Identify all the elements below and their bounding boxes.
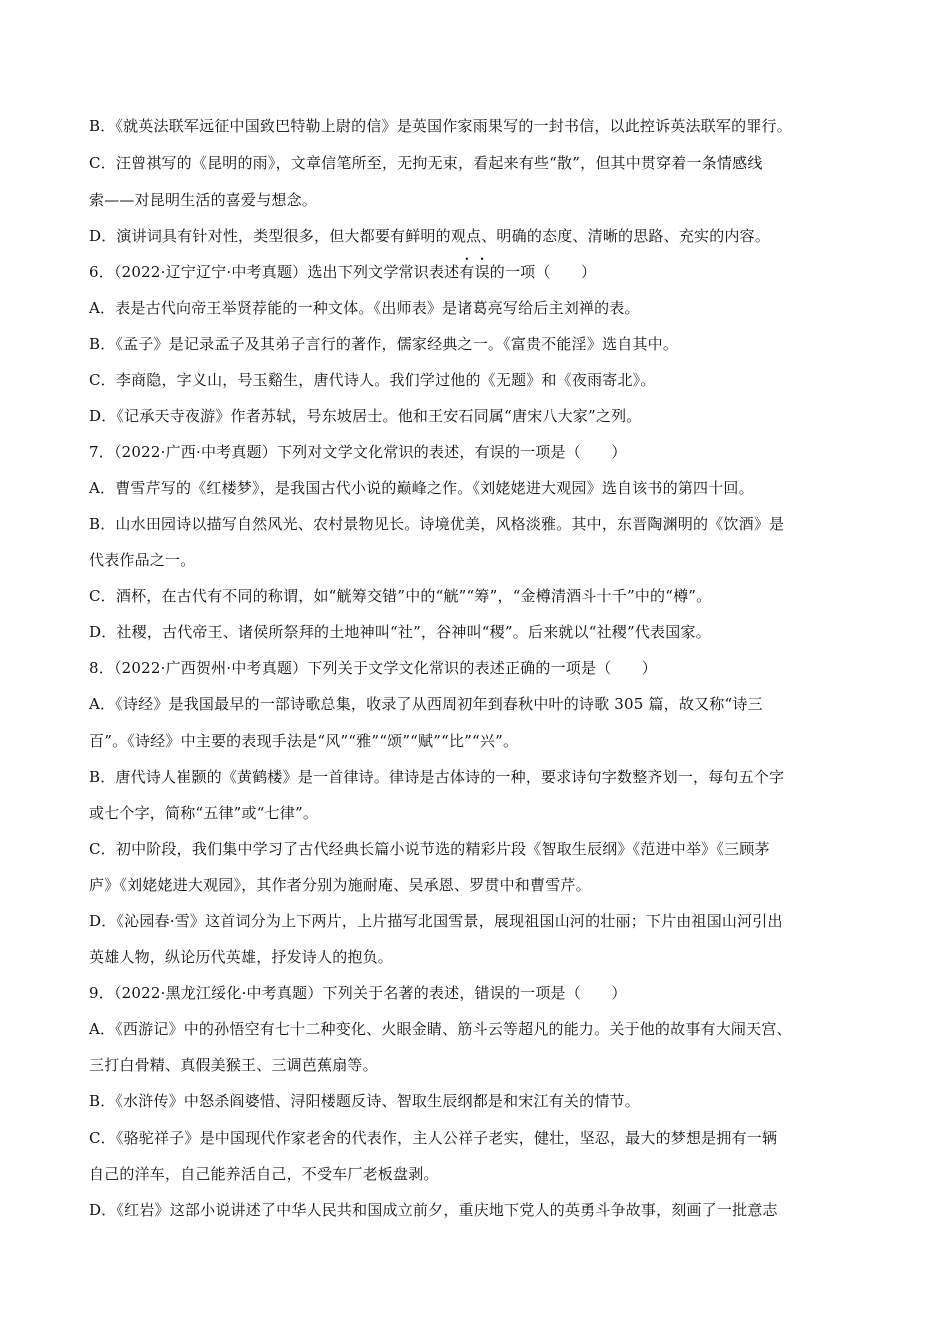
q8-option-c-cont: 庐》《刘姥姥进大观园》，其作者分别为施耐庵、吴承恩、罗贯中和曹雪芹。 [89, 876, 591, 894]
emphasis-char: 有 [459, 263, 475, 281]
q9-option-a-cont: 三打白骨精、真假美猴王、三调芭蕉扇等。 [89, 1056, 378, 1074]
option-d-text: D．演讲词具有针对性，类型很多，但大都要有鲜明的观点、明确的态度、清晰的思路、充实的内容。 [89, 227, 771, 245]
q9-option-d: D．《红岩》这部小说讲述了中华人民共和国成立前夕，重庆地下党人的英勇斗争故事，刻画了一批意志 [89, 1201, 778, 1219]
q6-option-b: B．《孟子》是记录孟子及其弟子言行的著作，儒家经典之一。《富贵不能淫》选自其中。 [89, 335, 679, 353]
q8-option-d-cont: 英雄人物，纵论历代英雄，抒发诗人的抱负。 [89, 948, 394, 966]
option-c-text-cont: 索——对昆明生活的喜爱与想念。 [89, 191, 318, 209]
q6-option-d: D．《记承天寺夜游》作者苏轼，号东坡居士。他和王安石同属“唐宋八大家”之列。 [89, 407, 642, 425]
question-8-stem: 8．（2022·广西贺州·中考真题）下列关于文学文化常识的表述正确的一项是（ ） [89, 659, 657, 677]
q9-option-c-cont: 自己的洋车，自己能养活自己，不受车厂老板盘剥。 [89, 1165, 439, 1183]
emphasis-char: 误 [474, 263, 490, 281]
q8-option-d: D．《沁园春·雪》这首词分为上下两片，上片描写北国雪景，展现祖国山河的壮丽；下片由祖国山河引出 [89, 912, 783, 930]
option-b-text: B．《就英法联军远征中国致巴特勒上尉的信》是英国作家雨果写的一封书信，以此控诉英法联军的罪行。 [89, 117, 792, 135]
q9-option-b: B．《水浒传》中怒杀阎婆惜、浔阳楼题反诗、智取生辰纲都是和宋江有关的情节。 [89, 1092, 640, 1110]
question-7-stem: 7．（2022·广西·中考真题）下列对文学文化常识的表述，有误的一项是（ ） [89, 443, 627, 461]
q7-option-b-cont: 代表作品之一。 [89, 551, 196, 569]
q7-option-c: C．酒杯，在古代有不同的称谓，如“觥筹交错”中的“觥”“筹”，“金樽清酒斗十千”中的“樽”。 [89, 587, 712, 605]
q8-option-b: B．唐代诗人崔颢的《黄鹤楼》是一首律诗。律诗是古体诗的一种，要求诗句字数整齐划一，每句五个字 [89, 768, 785, 786]
q8-option-c: C．初中阶段，我们集中学习了古代经典长篇小说节选的精彩片段《智取生辰纲》《范进中举》《三顾茅 [89, 840, 770, 858]
question-9-stem: 9．（2022·黑龙江绥化·中考真题）下列关于名著的表述，错误的一项是（ ） [89, 984, 627, 1002]
q9-option-a: A．《西游记》中的孙悟空有七十二种变化、火眼金睛、筋斗云等超凡的能力。关于他的故事有大闹天宫、 [89, 1020, 792, 1038]
q7-option-a: A．曹雪芹写的《红楼梦》，是我国古代小说的巅峰之作。《刘姥姥进大观园》选自该书的第四十回。 [89, 479, 754, 497]
q8-option-b-cont: 或七个字，简称“五律”或“七律”。 [89, 804, 319, 822]
question-6-stem [89, 262, 596, 282]
q9-option-c: C．《骆驼祥子》是中国现代作家老舍的代表作，主人公祥子老实，健壮，坚忍，最大的梦想是拥有一辆 [89, 1129, 778, 1147]
q7-option-d: D．社稷，古代帝王、诸侯所祭拜的土地神叫“社”，谷神叫“稷”。后来就以“社稷”代表国家。 [89, 623, 711, 641]
q6-option-a: A．表是古代向帝王举贤荐能的一种文体。《出师表》是诸葛亮写给后主刘禅的表。 [89, 299, 640, 317]
q8-option-a-cont: 百”。《诗经》中主要的表现手法是“风”“雅”“颂”“赋”“比”“兴”。 [89, 732, 519, 750]
question-6-stem-start: 6．（2022·辽宁辽宁·中考真题）选出下列文学常识表述 [89, 263, 460, 281]
q8-option-a: A．《诗经》是我国最早的一部诗歌总集，收录了从西周初年到春秋中叶的诗歌 305 篇，故又称“诗三 [89, 695, 763, 713]
q7-option-b: B．山水田园诗以描写自然风光、农村景物见长。诗境优美，风格淡雅。其中，东晋陶渊明的《饮酒》是 [89, 515, 785, 533]
question-6-stem-end: 的一项（ ） [489, 263, 597, 281]
option-c-text: C．汪曾祺写的《昆明的雨》，文章信笔所至，无拘无束，看起来有些“散”，但其中贯穿着一条情感线 [89, 154, 763, 172]
q6-option-c: C．李商隐，字义山，号玉谿生，唐代诗人。我们学过他的《无题》和《夜雨寄北》。 [89, 371, 656, 389]
